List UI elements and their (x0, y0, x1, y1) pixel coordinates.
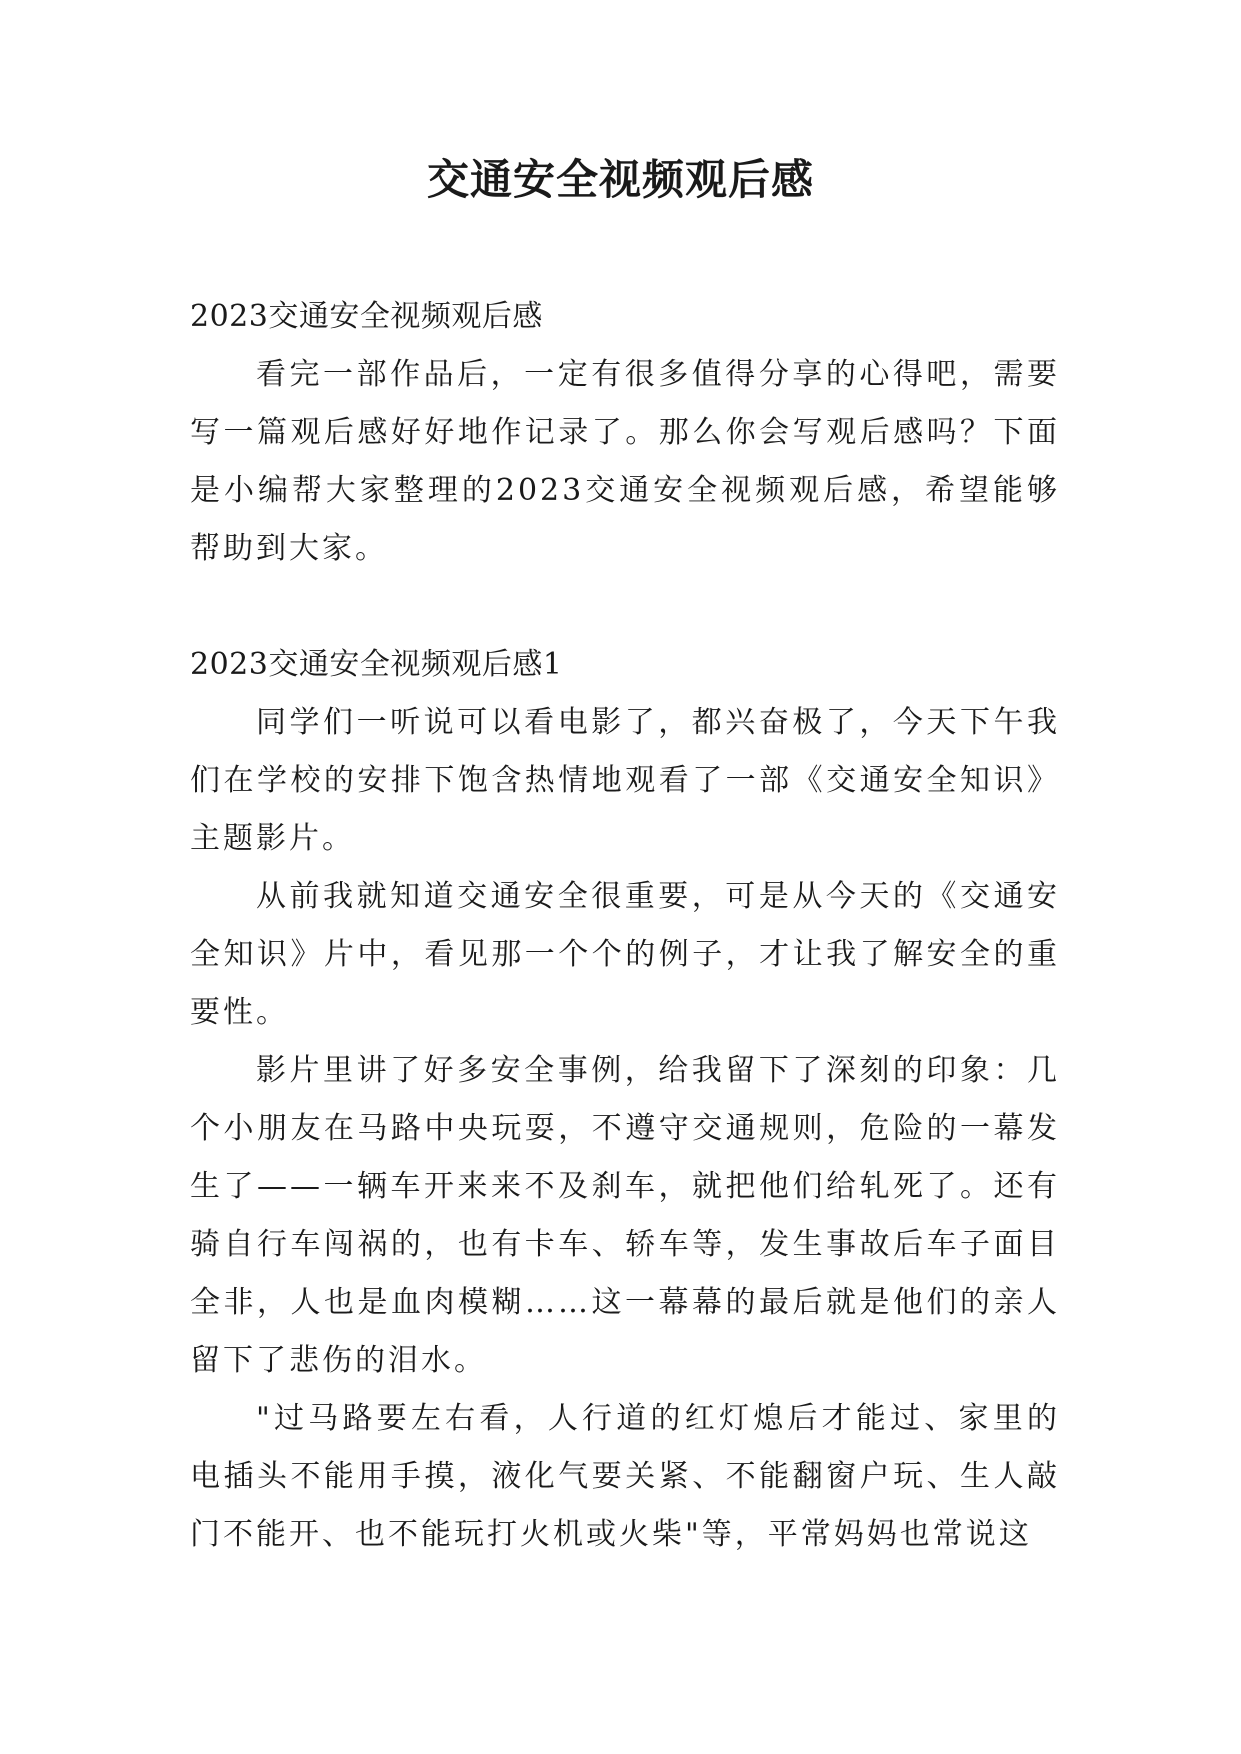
body-paragraph: "过马路要左右看，人行道的红灯熄后才能过、家里的电插头不能用手摸，液化气要关紧、不能翻窗户玩、生人敲门不能开、也不能玩打火机或火柴"等，平常妈妈也常说这 (190, 1401, 1060, 1552)
body-paragraph: 从前我就知道交通安全很重要，可是从今天的《交通安全知识》片中，看见那一个个的例子，才让我了解安全的重要性。 (190, 879, 1060, 1030)
body-paragraph: 同学们一听说可以看电影了，都兴奋极了，今天下午我们在学校的安排下饱含热情地观看了一部《交通安全知识》主题影片。 (190, 705, 1060, 856)
section-heading: 2023交通安全视频观后感1 (190, 647, 563, 682)
intro-paragraph: 看完一部作品后，一定有很多值得分享的心得吧，需要写一篇观后感好好地作记录了。那么你会写观后感吗？下面是小编帮大家整理的2023交通安全视频观后感，希望能够帮助到大家。 (190, 357, 1060, 566)
body-paragraph: 影片里讲了好多安全事例，给我留下了深刻的印象：几个小朋友在马路中央玩耍，不遵守交通规则，危险的一幕发生了——一辆车开来来不及刹车，就把他们给轧死了。还有骑自行车闯祸的，也有卡车、轿车等，发生事故后车子面目全非，人也是血肉模糊……这一幕幕的最后就是他们的亲人留下了悲伤的泪水。 (190, 1053, 1060, 1378)
subtitle-heading: 2023交通安全视频观后感 (190, 299, 543, 334)
paragraph-spacer (190, 578, 1060, 636)
document-body (190, 288, 1060, 1564)
document-title: 交通安全视频观后感 (426, 155, 814, 204)
